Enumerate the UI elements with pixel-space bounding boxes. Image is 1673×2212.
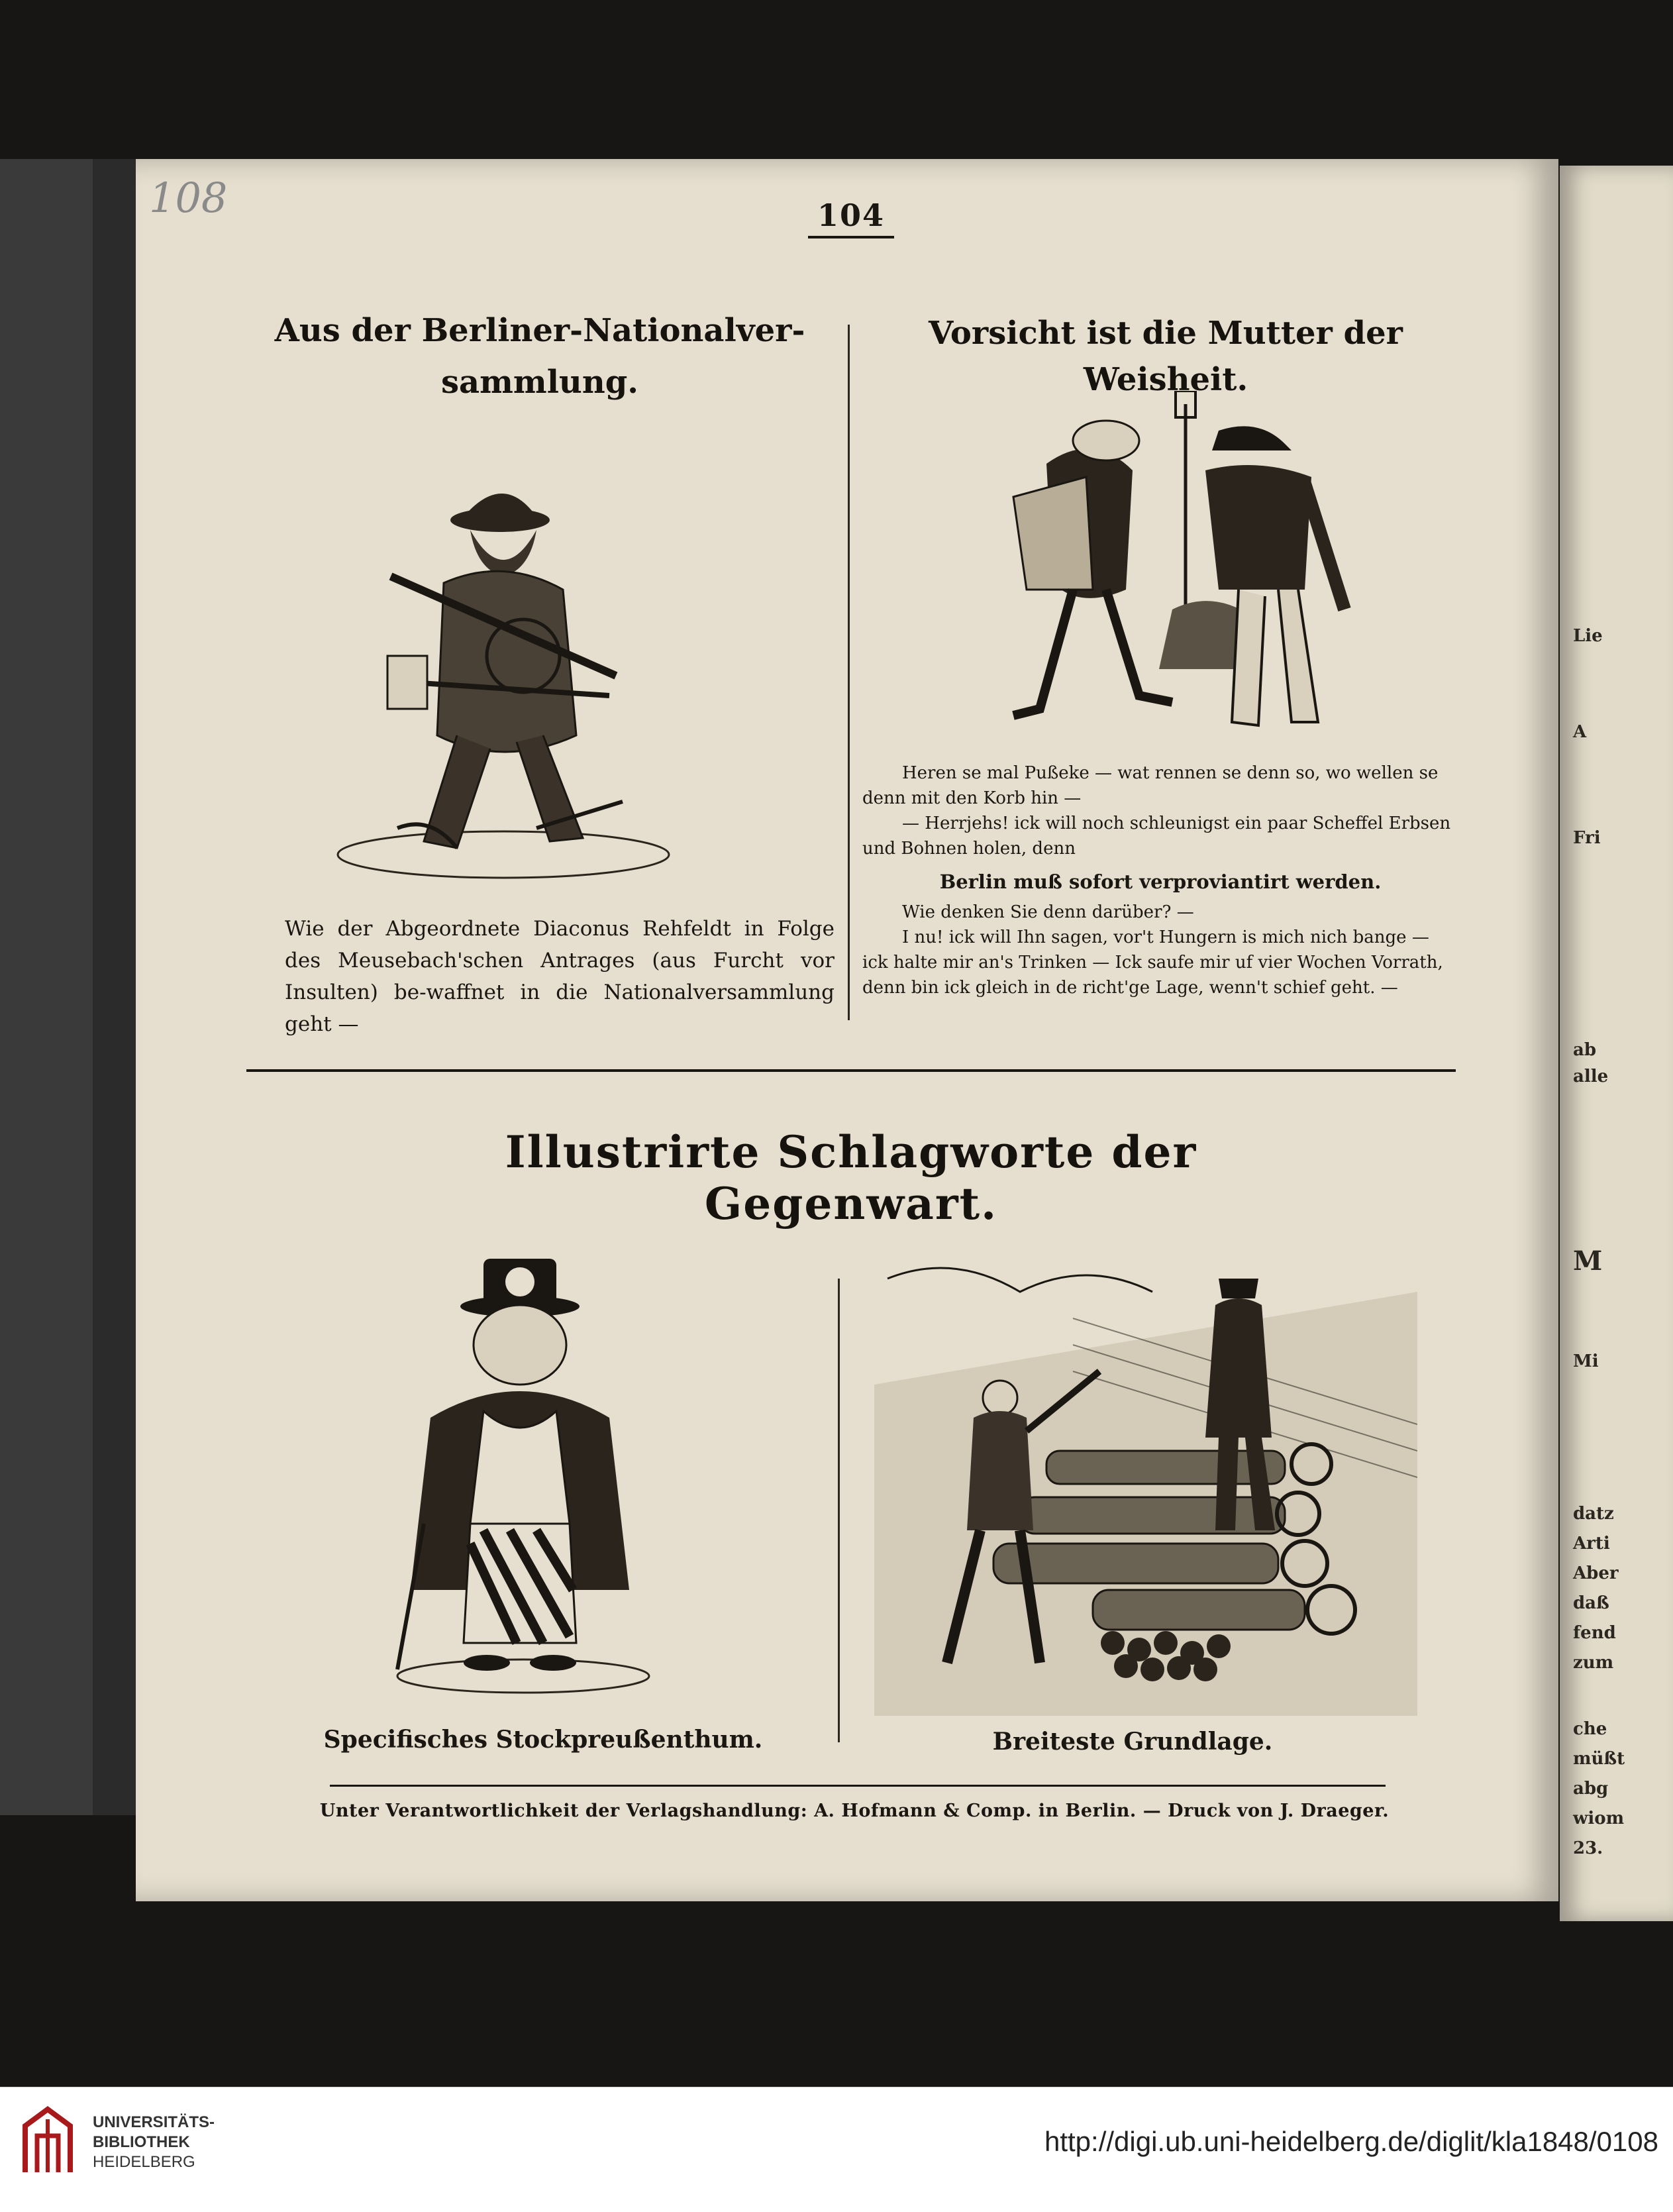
right-article-dialogue <box>862 761 1458 1000</box>
illustration-stout-man <box>371 1245 676 1709</box>
section-divider <box>246 1069 1456 1072</box>
imprint-rule <box>330 1785 1386 1787</box>
adjacent-page <box>1560 166 1673 1921</box>
two-men-basket-drawing <box>974 391 1411 749</box>
dialogue-line: Wie denken Sie denn darüber? — <box>902 902 1194 922</box>
page-number: 104 <box>817 197 886 233</box>
adjacent-text-fragment: Mi <box>1573 1351 1599 1371</box>
right-article-title: Vorsicht ist die Mutter der Weisheit. <box>929 315 1403 398</box>
cannons-drawing <box>874 1252 1417 1716</box>
dialogue-line: I nu! ick will Ihn sagen, vor't Hungern is mich nich bange — ick halte mir an's Trinken — Ick saufe mir uf vier Wochen Vorrath, denn bin ick gleich in de richt'ge Lage, wenn't schief geht. — <box>862 927 1443 998</box>
page-number-underline <box>808 236 894 238</box>
adjacent-text-fragment: Lie <box>1573 626 1603 646</box>
imprint-line: Unter Verantwortlichkeit der Verlagshandlung: A. Hofmann & Comp. in Berlin. — Druck von J. Draeger. <box>319 1801 1390 1821</box>
library-footer <box>0 2087 1673 2212</box>
adjacent-text-fragment: wiom <box>1573 1809 1625 1828</box>
university-library-logo-icon <box>19 2106 77 2179</box>
adjacent-text-fragment: A <box>1573 722 1587 742</box>
stout-man-drawing <box>371 1245 676 1709</box>
illustration-left-caption: Specifisches Stockpreußenthum. <box>323 1726 763 1754</box>
dialogue-headline: Berlin muß sofort verproviantirt werden. <box>939 870 1382 893</box>
adjacent-text-fragment: zum <box>1573 1653 1614 1673</box>
illustration-right-caption: Breiteste Grundlage. <box>992 1728 1273 1756</box>
adjacent-text-fragment: 23. <box>1573 1838 1603 1858</box>
dialogue-line: — Herrjehs! ick will noch schleunigst ein paar Scheffel Erbsen und Bohnen holen, denn <box>862 814 1451 859</box>
adjacent-text-fragment: Aber <box>1573 1563 1619 1583</box>
illustration-two-men-basket <box>974 391 1411 749</box>
library-name-line: BIBLIOTHEK <box>93 2133 190 2151</box>
main-title: Illustrirte Schlagworte der Gegenwart. <box>505 1126 1197 1230</box>
adjacent-text-fragment: che <box>1573 1719 1607 1739</box>
column-divider-bottom <box>838 1279 840 1742</box>
adjacent-text-fragment: abg <box>1573 1779 1609 1799</box>
adjacent-text-fragment: M <box>1573 1245 1603 1277</box>
illustration-cannons <box>874 1252 1417 1716</box>
left-article-title: Aus der Berliner-Nationalver-sammlung. <box>274 312 805 401</box>
digital-object-url[interactable]: http://digi.ub.uni-heidelberg.de/diglit/kla1848/0108 <box>1044 2126 1658 2157</box>
handwritten-page-note: 108 <box>149 174 228 222</box>
left-article-caption: Wie der Abgeordnete Diaconus Rehfeldt in Folge des Meusebach'schen Antrages (aus Furcht vor Insulten) be-waffnet in die Nationalversammlung geht — <box>285 917 835 1036</box>
library-name <box>93 2113 215 2172</box>
adjacent-text-fragment: Arti <box>1573 1534 1610 1554</box>
illustration-armed-deputy <box>311 457 695 894</box>
library-name-line: HEIDELBERG <box>93 2153 195 2171</box>
column-divider-top <box>848 325 850 1020</box>
book-spine-edge <box>93 159 142 1815</box>
dialogue-line: Heren se mal Pußeke — wat rennen se denn so, wo wellen se denn mit den Korb hin — <box>862 763 1439 808</box>
adjacent-text-fragment: daß <box>1573 1593 1609 1613</box>
armed-deputy-drawing <box>311 457 695 894</box>
adjacent-text-fragment: ab <box>1573 1040 1597 1060</box>
adjacent-text-fragment: müßt <box>1573 1749 1625 1769</box>
adjacent-text-fragment: alle <box>1573 1067 1609 1086</box>
adjacent-text-fragment: datz <box>1573 1504 1614 1524</box>
adjacent-text-fragment: Fri <box>1573 828 1601 848</box>
library-name-line: UNIVERSITÄTS- <box>93 2113 215 2131</box>
adjacent-text-fragment: fend <box>1573 1623 1616 1643</box>
